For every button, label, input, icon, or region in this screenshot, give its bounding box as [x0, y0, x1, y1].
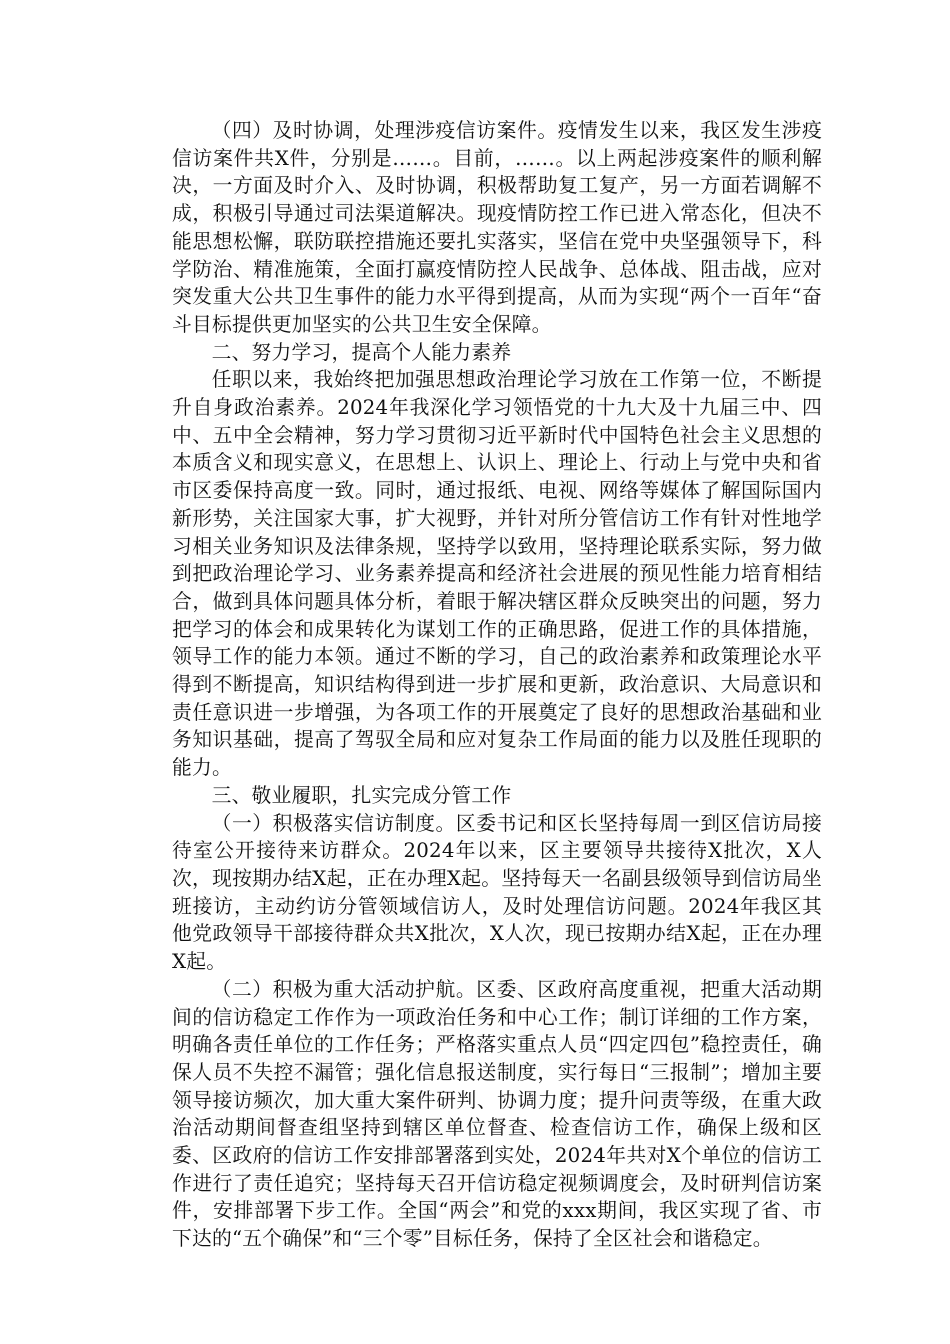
paragraph-epidemic-petitions: （四）及时协调，处理涉疫信访案件。疫情发生以来，我区发生涉疫信访案件共X件，分别是……。目前，……。以上两起涉疫案件的顺利解决，一方面及时介入、及时协调，积极帮助复工复产，另一方面若调解不成，积极引导通过司法渠道解决。现疫情防控工作已进入常态化，但决不能思想松懈，联防联控措施还要扎实落实，坚信在党中央坚强领导下，科学防治、精准施策，全面打赢疫情防控人民战争、总体战、阻击战，应对突发重大公共卫生事件的能力水平得到提高，从而为实现“两个一百年“奋斗目标提供更加坚实的公共卫生安全保障。: [172, 119, 822, 336]
paragraph-study: 任职以来，我始终把加强思想政治理论学习放在工作第一位，不断提升自身政治素养。2024年我深化学习领悟党的十九大及十九届三中、四中、五中全会精神，努力学习贯彻习近平新时代中国特色社会主义思想的本质含义和现实意义，在思想上、认识上、理论上、行动上与党中央和省市区委保持高度一致。同时，通过报纸、电视、网络等媒体了解国际国内新形势，关注国家大事，扩大视野，并针对所分管信访工作有针对性地学习相关业务知识及法律条规，坚持学以致用，坚持理论联系实际，努力做到把政治理论学习、业务素养提高和经济社会进展的预见性能力培育相结合，做到具体问题具体分析，着眼于解决辖区群众反映突出的问题，努力把学习的体会和成果转化为谋划工作的正确思路，促进工作的具体措施，领导工作的能力本领。通过不断的学习，自己的政治素养和政策理论水平得到不断提高，知识结构得到进一步扩展和更新，政治意识、大局意识和责任意识进一步增强，为各项工作的开展奠定了良好的思想政治基础和业务知识基础，提高了驾驭全局和应对复杂工作局面的能力以及胜任现职的能力。: [172, 368, 822, 780]
section-heading-study: 二、努力学习，提高个人能力素养: [211, 340, 512, 364]
paragraph-petition-system: （一）积极落实信访制度。区委书记和区长坚持每周一到区信访局接待室公开接待来访群众。2024年以来，区主要领导共接待X批次，X人次，现按期办结X起，正在办理X起。坚持每天一名副县级领导到信访局坐班接访，主动约访分管领域信访人，及时处理信访问题。2024年我区其他党政领导干部接待群众共X批次，X人次，现已按期办结X起，正在办理X起。: [172, 811, 822, 974]
paragraph-major-events: （二）积极为重大活动护航。区委、区政府高度重视，把重大活动期间的信访稳定工作作为一项政治任务和中心工作；制订详细的工作方案，明确各责任单位的工作任务；严格落实重点人员“四定四包”稳控责任，确保人员不失控不漏管；强化信息报送制度，实行每日“三报制”；增加主要领导接访频次，加大重大案件研判、协调力度；提升问责等级，在重大政治活动期间督查组坚持到辖区单位督查、检查信访工作，确保上级和区委、区政府的信访工作安排部署落到实处，2024年共对X个单位的信访工作进行了责任追究；坚持每天召开信访稳定视频调度会，及时研判信访案件，安排部署下步工作。全国“两会”和党的xxx期间，我区实现了省、市下达的“五个确保”和“三个零”目标任务，保持了全区社会和谐稳定。: [172, 977, 822, 1251]
document-body: [172, 117, 822, 1253]
section-heading-duties: 三、敬业履职，扎实完成分管工作: [211, 783, 512, 807]
